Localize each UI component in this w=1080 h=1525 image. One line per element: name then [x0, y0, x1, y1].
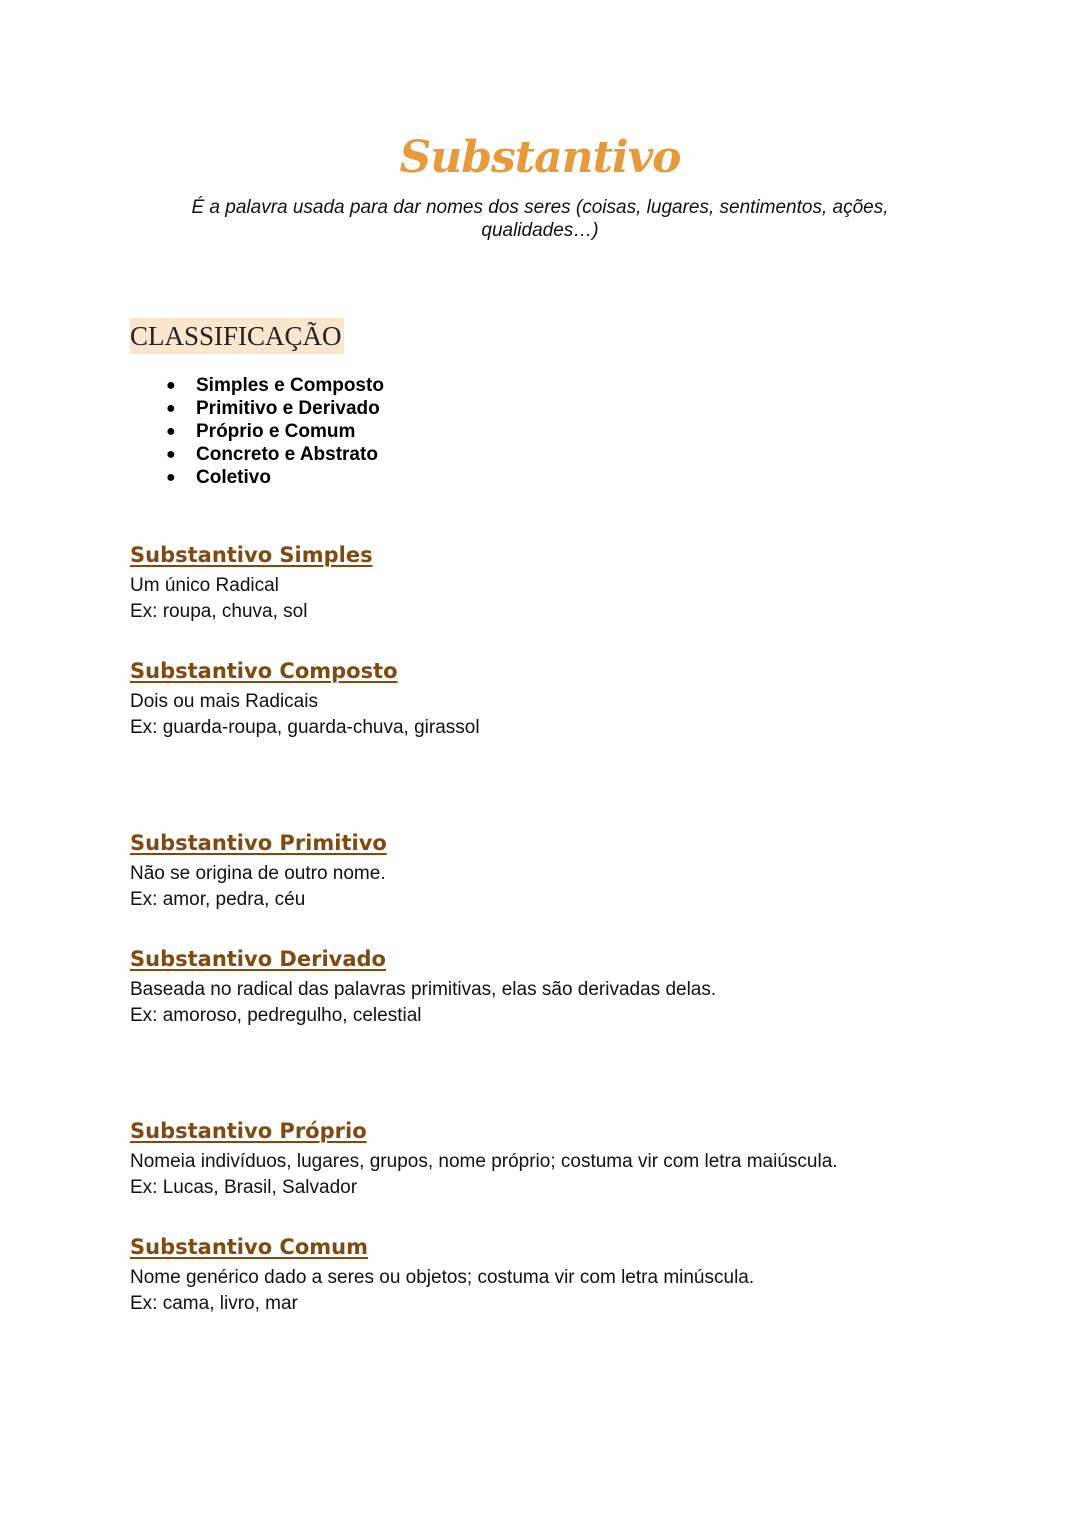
bullet-icon: ● [166, 400, 176, 417]
section-definition: Dois ou mais Radicais [130, 691, 318, 712]
list-item: ● Primitivo e Derivado [166, 398, 380, 419]
section-heading: Substantivo Comum [130, 1235, 368, 1259]
section-definition: Nome genérico dado a seres ou objetos; costuma vir com letra minúscula. [130, 1267, 755, 1288]
section-example: Ex: amoroso, pedregulho, celestial [130, 1005, 422, 1026]
classification-heading: CLASSIFICAÇÃO [130, 318, 344, 354]
section-proprio [130, 1117, 990, 1201]
bullet-icon: ● [166, 377, 176, 394]
section-definition: Baseada no radical das palavras primitivas, elas são derivadas delas. [130, 979, 717, 1000]
section-derivado [130, 945, 990, 1029]
bullet-icon: ● [166, 423, 176, 440]
list-item: ● Coletivo [166, 467, 271, 488]
section-comum [130, 1233, 990, 1317]
section-heading: Substantivo Derivado [130, 947, 386, 971]
section-example: Ex: Lucas, Brasil, Salvador [130, 1177, 358, 1198]
section-simples [130, 541, 990, 625]
classification-list [130, 374, 384, 489]
section-example: Ex: cama, livro, mar [130, 1293, 298, 1314]
section-heading: Substantivo Simples [130, 543, 373, 567]
bullet-icon: ● [166, 469, 176, 486]
section-example: Ex: guarda-roupa, guarda-chuva, girassol [130, 717, 480, 738]
section-example: Ex: amor, pedra, céu [130, 889, 306, 910]
section-definition: Um único Radical [130, 575, 279, 596]
bullet-icon: ● [166, 446, 176, 463]
section-composto [130, 657, 990, 741]
page-subtitle: É a palavra usada para dar nomes dos seres (coisas, lugares, sentimentos, ações, qualidades…) [191, 197, 889, 241]
section-definition: Nomeia indivíduos, lugares, grupos, nome próprio; costuma vir com letra maiúscula. [130, 1151, 838, 1172]
section-primitivo [130, 829, 990, 913]
section-heading: Substantivo Composto [130, 659, 398, 683]
list-item: ● Próprio e Comum [166, 421, 356, 442]
page-title: Substantivo [399, 132, 681, 183]
list-item: ● Concreto e Abstrato [166, 444, 378, 465]
section-heading: Substantivo Próprio [130, 1119, 367, 1143]
section-heading: Substantivo Primitivo [130, 831, 387, 855]
list-item: ● Simples e Composto [166, 375, 384, 396]
section-example: Ex: roupa, chuva, sol [130, 601, 308, 622]
section-definition: Não se origina de outro nome. [130, 863, 386, 884]
